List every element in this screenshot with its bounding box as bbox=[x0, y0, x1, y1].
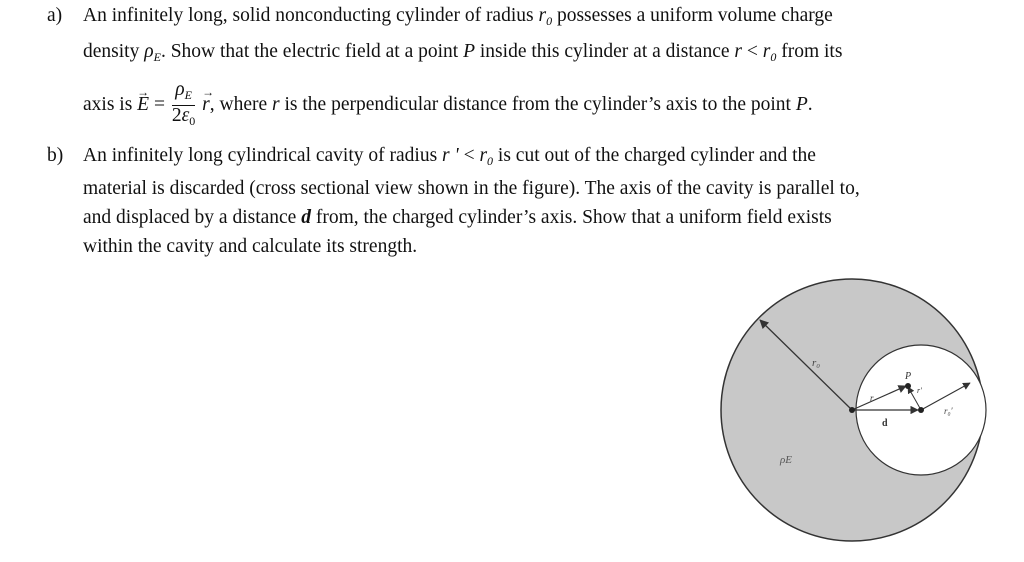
cylinder-axis-point bbox=[849, 407, 855, 413]
text: possesses a uniform volume charge bbox=[556, 5, 833, 26]
part-b-marker: b) bbox=[47, 145, 64, 166]
vector-r: → r bbox=[202, 83, 210, 127]
text: An infinitely long cylindrical cavity of radius bbox=[83, 145, 438, 166]
text: inside this cylinder at a distance bbox=[479, 41, 730, 62]
text: and displaced by a distance bbox=[83, 207, 297, 228]
period: . bbox=[807, 93, 813, 115]
text: , where bbox=[209, 93, 268, 115]
label-r: r bbox=[870, 393, 874, 403]
text: density bbox=[83, 41, 140, 62]
symbol-r-prime: r ' bbox=[442, 145, 459, 166]
less-than: < bbox=[746, 41, 758, 62]
text: from its bbox=[781, 41, 843, 62]
label-d: d bbox=[882, 418, 888, 429]
point-p bbox=[905, 383, 911, 389]
symbol-d: d bbox=[301, 207, 311, 228]
fraction-denominator: $2\varepsilon_0$ bbox=[171, 105, 196, 128]
text: is the perpendicular distance from the cylinder’s axis to the point bbox=[284, 93, 791, 115]
text: An infinitely long, solid nonconducting cylinder of radius bbox=[83, 5, 534, 26]
symbol-r0: $r_0$ bbox=[479, 145, 494, 168]
text: axis is bbox=[83, 93, 133, 115]
label-r0: r₀ bbox=[812, 357, 821, 369]
symbol-r: r bbox=[272, 93, 280, 115]
part-a-marker: a) bbox=[47, 5, 63, 26]
text: from, the charged cylinder’s axis. Show that a uniform field exists bbox=[315, 207, 832, 228]
part-b-line-4: within the cavity and calculate its strength. bbox=[83, 236, 418, 257]
vector-e: → E bbox=[137, 83, 149, 127]
symbol-p: P bbox=[795, 93, 808, 115]
label-p: P bbox=[905, 371, 912, 382]
label-r-prime: r′ bbox=[917, 386, 922, 395]
symbol-r0: $r_0$ bbox=[762, 41, 777, 64]
symbol-r: r bbox=[734, 41, 742, 62]
symbol-r0: $r_0$ bbox=[538, 5, 553, 28]
label-r0-prime: r₀′ bbox=[944, 406, 953, 416]
fraction-numerator: $\rho_E$ bbox=[172, 80, 195, 106]
part-b-line-2: material is discarded (cross sectional view shown in the figure). The axis of the cavity is parallel to, bbox=[83, 178, 860, 199]
label-rho-e: ρE bbox=[780, 454, 792, 466]
less-than: < bbox=[463, 145, 475, 166]
text: is cut out of the charged cylinder and the bbox=[497, 145, 816, 166]
cavity-axis-point bbox=[918, 407, 924, 413]
equals: = bbox=[153, 93, 165, 115]
symbol-rho-e: $\rho_E$ bbox=[144, 41, 161, 64]
text: . Show that the electric field at a point bbox=[160, 41, 459, 62]
symbol-p: P bbox=[463, 41, 476, 62]
